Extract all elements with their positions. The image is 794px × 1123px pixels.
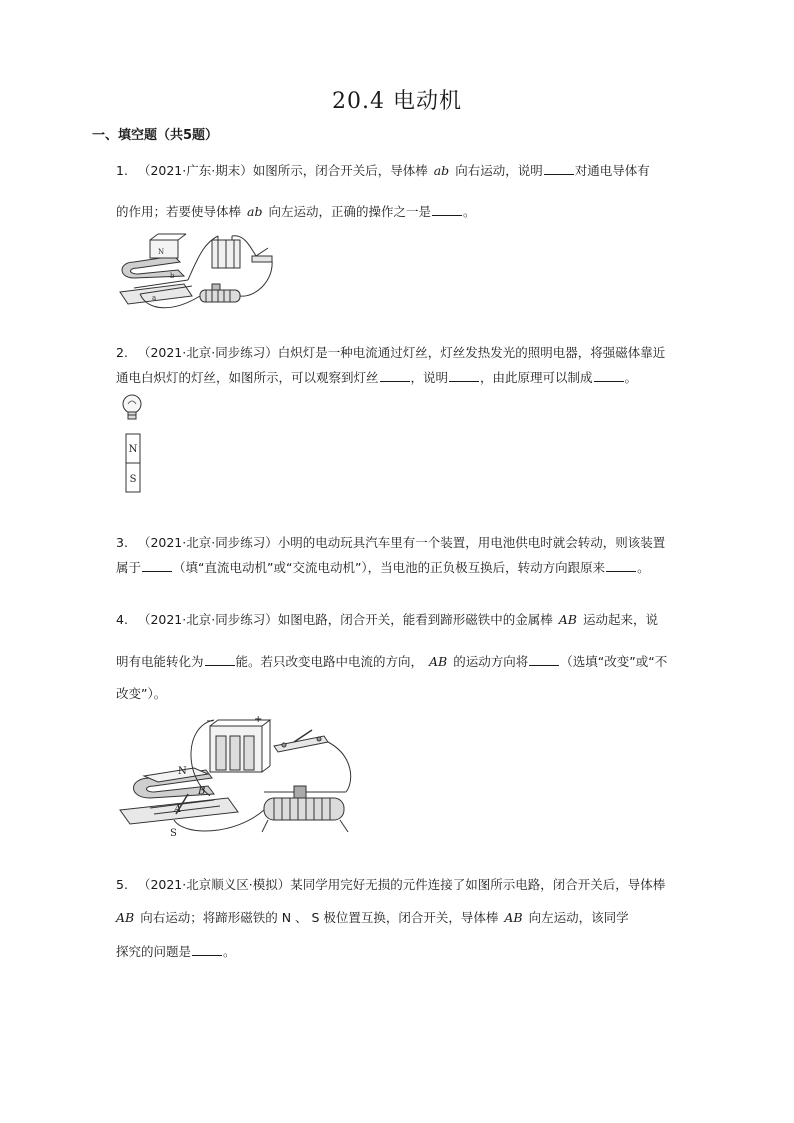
magnet-pole-north: N bbox=[128, 444, 138, 455]
question-text: 的作用；若要使导体棒 bbox=[116, 204, 242, 219]
answer-blank[interactable] bbox=[192, 943, 222, 956]
question-text: 如图电路，闭合开关，能看到蹄形磁铁中的金属棒 bbox=[277, 612, 553, 627]
question-text: 。 bbox=[463, 204, 476, 219]
question-text: 向左运动，该同学 bbox=[528, 910, 629, 925]
question-text: 小明的电动玩具汽车里有一个装置，用电池供电时就会转动，则该装置 bbox=[277, 535, 666, 550]
question-text: 向左运动，正确的操作之一是 bbox=[268, 204, 431, 219]
answer-blank[interactable] bbox=[380, 369, 410, 382]
motor-circuit-figure-1 bbox=[114, 232, 274, 314]
question-text: 改变”）。 bbox=[116, 686, 167, 701]
question-number: 4. bbox=[116, 612, 128, 627]
question-text: 明有电能转化为 bbox=[116, 654, 204, 669]
variable-AB: AB bbox=[429, 654, 448, 669]
question-number: 3. bbox=[116, 535, 128, 550]
question-text: 的运动方向将 bbox=[453, 654, 529, 669]
question-source: （2021·广东·期末） bbox=[137, 163, 253, 178]
question-text: 向右运动，说明 bbox=[455, 163, 543, 178]
magnet-pole-south: S bbox=[129, 474, 137, 485]
question-2-line-2 bbox=[116, 369, 637, 386]
question-text: 对通电导体有 bbox=[574, 163, 650, 178]
question-1-line-1 bbox=[116, 162, 650, 179]
question-text: 向右运动；将蹄形磁铁的 N 、 S 极位置互换，闭合开关，导体棒 bbox=[140, 910, 499, 925]
question-text: 能。若只改变电路中电流的方向， bbox=[235, 654, 424, 669]
question-number: 5. bbox=[116, 877, 128, 892]
light-bulb-icon bbox=[123, 395, 141, 413]
figure-label-n: N bbox=[178, 766, 187, 777]
answer-blank[interactable] bbox=[432, 203, 462, 216]
question-1-line-2 bbox=[116, 203, 476, 220]
question-text: ，由此原理可以制成 bbox=[480, 370, 593, 385]
answer-blank[interactable] bbox=[544, 162, 574, 175]
svg-text:b: b bbox=[170, 272, 175, 280]
figure-label-minus: − bbox=[206, 716, 215, 727]
question-text: 白炽灯是一种电流通过灯丝，灯丝发热发光的照明电器，将强磁体靠近 bbox=[277, 345, 666, 360]
answer-blank[interactable] bbox=[606, 559, 636, 572]
svg-text:a: a bbox=[152, 294, 157, 302]
question-2-line-1 bbox=[116, 345, 665, 361]
question-source: （2021·北京顺义区·模拟） bbox=[137, 877, 291, 892]
question-text: 探究的问题是 bbox=[116, 944, 192, 959]
figure-label-s: S bbox=[170, 828, 177, 839]
figure-label-b: B bbox=[198, 786, 206, 797]
svg-text:N: N bbox=[158, 248, 165, 256]
question-4-line-2 bbox=[116, 653, 667, 670]
question-source: （2021·北京·同步练习） bbox=[137, 612, 278, 627]
question-text: 。 bbox=[223, 944, 236, 959]
question-text: （选填“改变”或“不 bbox=[560, 654, 668, 669]
variable-AB: AB bbox=[116, 910, 135, 925]
figure-label-a: A bbox=[174, 804, 182, 815]
variable-ab: ab bbox=[433, 163, 450, 178]
answer-blank[interactable] bbox=[205, 653, 235, 666]
question-text: 。 bbox=[624, 370, 638, 385]
question-number: 1. bbox=[116, 163, 128, 178]
question-text: ，说明 bbox=[410, 370, 449, 385]
question-3-line-1 bbox=[116, 535, 665, 551]
page-title: 20.4 电动机 bbox=[332, 89, 462, 114]
figure-label-plus: + bbox=[254, 716, 263, 725]
question-5-line-2 bbox=[116, 910, 629, 926]
variable-AB: AB bbox=[558, 612, 577, 627]
variable-ab: ab bbox=[247, 204, 263, 219]
question-5-line-3 bbox=[116, 943, 236, 960]
question-text: 某同学用完好无损的元件连接了如图所示电路，闭合开关后，导体棒 bbox=[290, 877, 666, 892]
motor-circuit-figure-2 bbox=[114, 716, 364, 840]
answer-blank[interactable] bbox=[142, 559, 172, 572]
bulb-and-magnet-figure bbox=[118, 392, 146, 496]
question-4-line-3 bbox=[116, 686, 166, 702]
question-text: 如图所示，闭合开关后，导体棒 bbox=[252, 163, 428, 178]
question-text: 。 bbox=[637, 560, 650, 575]
question-text: 通电白炽灯的灯丝，如图所示，可以观察到灯丝 bbox=[116, 370, 379, 385]
answer-blank[interactable] bbox=[529, 653, 559, 666]
variable-AB: AB bbox=[504, 910, 523, 925]
question-3-line-2 bbox=[116, 559, 650, 576]
question-number: 2. bbox=[116, 345, 128, 360]
question-4-line-1 bbox=[116, 612, 658, 628]
question-text: 运动起来，说 bbox=[582, 612, 658, 627]
question-text: （填“直流电动机”或“交流电动机”），当电池的正负极互换后，转动方向跟原来 bbox=[173, 560, 606, 575]
question-5-line-1 bbox=[116, 877, 665, 893]
question-source: （2021·北京·同步练习） bbox=[137, 535, 278, 550]
answer-blank[interactable] bbox=[594, 369, 624, 382]
question-text: 属于 bbox=[116, 560, 142, 575]
section-heading: 一、填空题（共5题） bbox=[92, 128, 219, 143]
question-source: （2021·北京·同步练习） bbox=[137, 345, 278, 360]
answer-blank[interactable] bbox=[449, 369, 479, 382]
